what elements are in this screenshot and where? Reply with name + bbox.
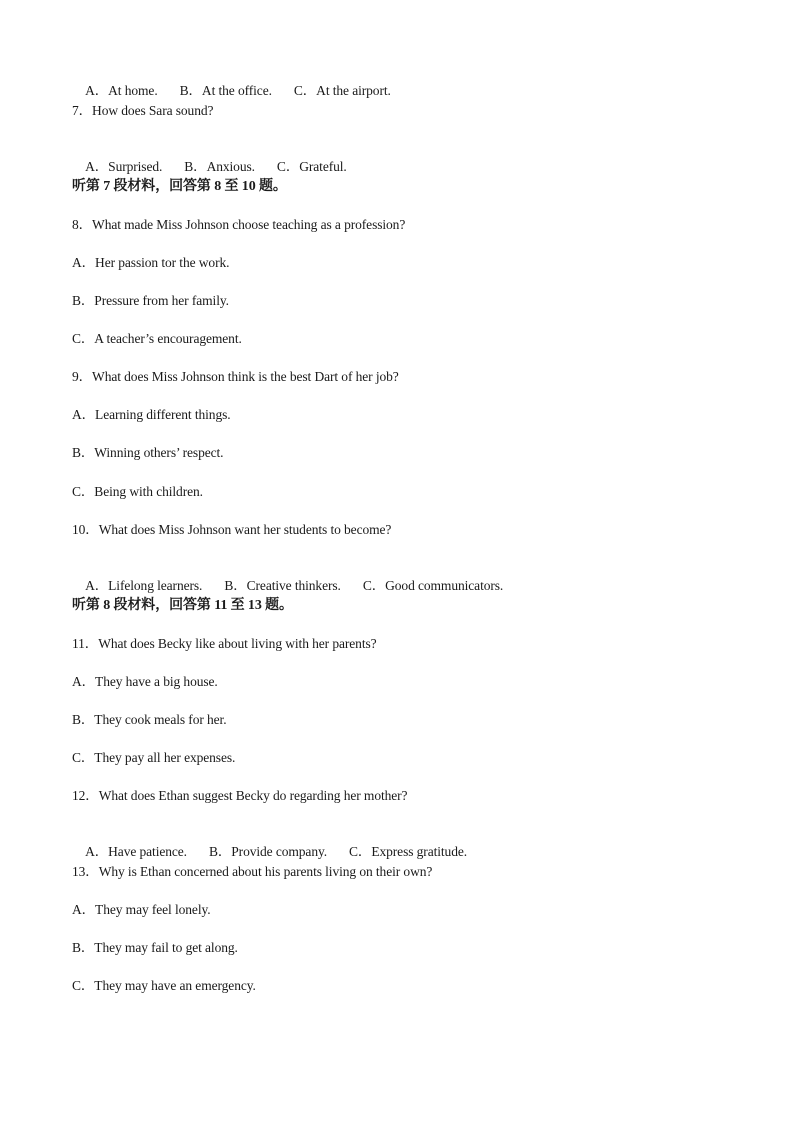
question-7: 7．How does Sara sound? bbox=[72, 103, 214, 118]
option-b: B．Creative thinkers. bbox=[224, 578, 341, 593]
section-heading: 听第 7 段材料，回答第 8 至 10 题。 bbox=[72, 179, 287, 194]
option-c: C．Being with children. bbox=[72, 484, 203, 499]
option-a: A．At home. bbox=[85, 83, 158, 98]
option-c: C．Good communicators. bbox=[362, 578, 504, 593]
option-b: B．They cook meals for her. bbox=[72, 712, 227, 727]
option-b: B．They may fail to get along. bbox=[72, 940, 238, 955]
option-a: A．Her passion tor the work. bbox=[72, 255, 230, 270]
option-a: A．They may feel lonely. bbox=[72, 902, 211, 917]
option-c: C．A teacher’s encouragement. bbox=[72, 331, 242, 346]
option-c: C．Grateful. bbox=[276, 159, 347, 174]
option-c: C．At the airport. bbox=[293, 83, 391, 98]
section-heading: 听第 8 段材料，回答第 11 至 13 题。 bbox=[72, 598, 293, 613]
question-9: 9．What does Miss Johnson think is the best Dart of her job? bbox=[72, 369, 399, 384]
option-a: A．Surprised. bbox=[85, 159, 163, 174]
question-12: 12．What does Ethan suggest Becky do regarding her mother? bbox=[72, 788, 408, 803]
option-c: C．Express gratitude. bbox=[349, 844, 468, 859]
option-b: B．Pressure from her family. bbox=[72, 293, 229, 308]
question-13: 13．Why is Ethan concerned about his parents living on their own? bbox=[72, 864, 433, 879]
option-b: B．Anxious. bbox=[184, 159, 255, 174]
option-a: A．Lifelong learners. bbox=[85, 578, 203, 593]
option-a: A．Learning different things. bbox=[72, 407, 231, 422]
option-b: B．Provide company. bbox=[208, 844, 328, 859]
option-a: A．They have a big house. bbox=[72, 674, 218, 689]
question-8: 8．What made Miss Johnson choose teaching as a profession? bbox=[72, 217, 406, 232]
option-c: C．They may have an emergency. bbox=[72, 978, 256, 993]
option-b: B．At the office. bbox=[179, 83, 272, 98]
option-a: A．Have patience. bbox=[85, 844, 187, 859]
option-c: C．They pay all her expenses. bbox=[72, 750, 236, 765]
question-10: 10．What does Miss Johnson want her students to become? bbox=[72, 522, 392, 537]
question-11: 11．What does Becky like about living with her parents? bbox=[72, 636, 377, 651]
option-b: B．Winning others’ respect. bbox=[72, 445, 224, 460]
